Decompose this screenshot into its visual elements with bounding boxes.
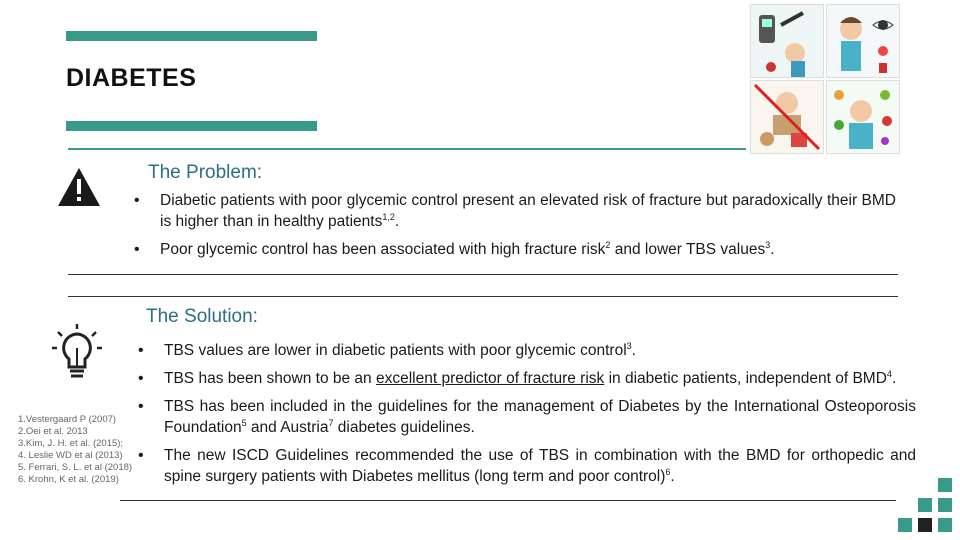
unhealthy-food-illustration xyxy=(750,80,824,154)
warning-icon xyxy=(56,166,102,208)
reference-item: 1.Vestergaard P (2007) xyxy=(18,414,117,425)
solution-bottom-divider xyxy=(120,500,896,501)
reference-item: 5. Ferrari, S. L. et al (2018) xyxy=(18,462,133,473)
reference-item: 2.Oei et al. 2013 xyxy=(18,426,88,437)
lightbulb-icon xyxy=(50,322,104,382)
slide-title: DIABETES xyxy=(66,64,197,92)
references-list xyxy=(18,414,132,486)
glucose-monitoring-illustration xyxy=(750,4,824,78)
solution-bullet-list xyxy=(138,340,916,494)
deco-square xyxy=(938,498,952,512)
list-item: • The new ISCD Guidelines recommended the use of TBS in combination with the BMD for orthopedic and spine surgery patients with Diabetes mellitus (long term and poor control)$^6$. xyxy=(138,445,916,487)
deco-square xyxy=(938,478,952,492)
problem-bottom-divider xyxy=(68,274,898,275)
list-item: • TBS has been included in the guidelines for the management of Diabetes by the International Osteoporosis Foundation$^5$ and Austria$^7$ diabetes guidelines. xyxy=(138,396,916,438)
eye-exam-illustration xyxy=(826,4,900,78)
problem-top-divider xyxy=(68,148,746,150)
title-bar-bottom xyxy=(66,121,317,131)
list-item: • TBS has been shown to be an excellent predictor of fracture risk in diabetic patients, independent of BMD$^4$. xyxy=(138,368,916,389)
list-item: • Diabetic patients with poor glycemic control present an elevated risk of fracture but paradoxically their BMD is higher than in healthy patients$^{1,2}$. xyxy=(134,190,896,232)
deco-square xyxy=(898,518,912,532)
deco-square xyxy=(918,518,932,532)
healthy-food-illustration xyxy=(826,80,900,154)
solution-top-divider xyxy=(68,296,898,297)
reference-item: 4. Leslie WD et al (2013) xyxy=(18,450,123,461)
title-bar-top xyxy=(66,31,317,41)
problem-heading: The Problem: xyxy=(148,162,263,183)
reference-item: 6. Krohn, K et al. (2019) xyxy=(18,474,119,485)
list-item: • TBS values are lower in diabetic patients with poor glycemic control$^3$. xyxy=(138,340,916,361)
reference-item: 3.Kim, J. H. et al. (2015); xyxy=(18,438,124,449)
solution-heading: The Solution: xyxy=(146,306,258,327)
deco-square xyxy=(938,518,952,532)
list-item: • Poor glycemic control has been associated with high fracture risk$^2$ and lower TBS values$^3$. xyxy=(134,239,896,260)
deco-square xyxy=(918,498,932,512)
problem-bullet-list xyxy=(134,190,896,267)
